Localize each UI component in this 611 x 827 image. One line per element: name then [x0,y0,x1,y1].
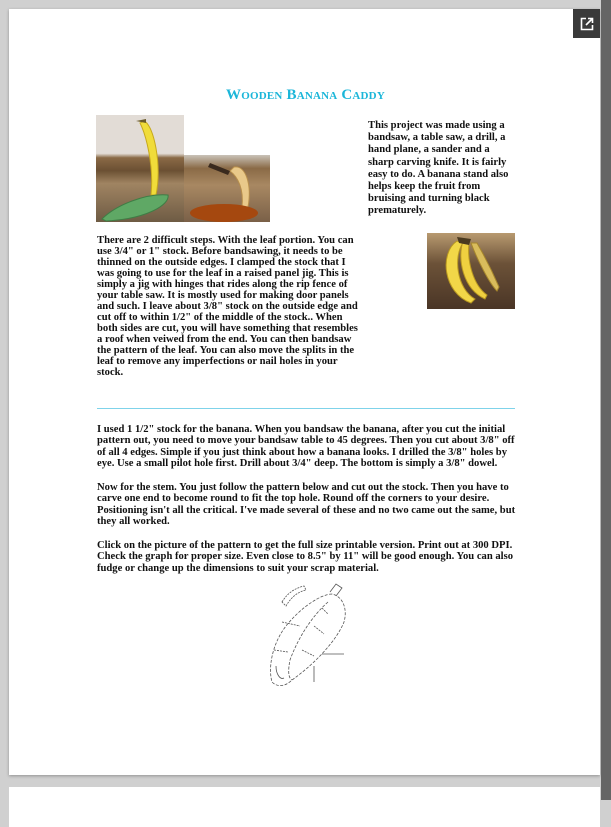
banana-caddy-photo-green [96,115,184,222]
pattern-paragraph: Click on the picture of the pattern to get the full size printable version. Print out at 300 DPI. Check the graph for proper size. Even close to 8.5" by 11" will be good enough. You can also fudge or change up the dimensions to suit your scrap material. [97,540,514,574]
horizontal-divider [97,408,515,409]
banana-pattern-image[interactable] [262,582,352,690]
stem-paragraph: Now for the stem. You just follow the pattern below and cut out the stock. Then you have to carve one end to become round to fit the top hole. Round off the corners to your desire. Positioning isn't all the critical. I've made several of these and no two came out the same, but they all worked. [97,482,516,527]
bananas-on-stand-photo [427,233,515,309]
page-title: Wooden Banana Caddy [226,87,385,103]
next-document-page [9,787,600,827]
leaf-paragraph: There are 2 difficult steps. With the leaf portion. You can use 3/4" or 1" stock. Before bandsawing, it needs to be thinned on the outside edges. I clamped the stock that I was going to use for the leaf in a raised panel jig. This is simply a jig with hinges that rides along the rip fence of your table saw. It is mostly used for making door panels and such. I leave about 3/8" stock on the outside edge and cut off to within 1/2" of the middle of the stock.. When both sides are cut, you will have something that resembles a roof when veiwed from the end. You can then bandsaw the pattern of the leaf. You can also move the splits in the leaf to remove any imperfections or nail holes in your stock. [97,235,358,378]
banana-caddy-photo-wood [184,155,270,222]
banana-paragraph: I used 1 1/2" stock for the banana. When you bandsaw the banana, after you cut the initial pattern out, you need to move your bandsaw table to 45 degrees. Then you cut about 3/8" off of all 4 edges. Simple if you just think about how a banana looks. I drilled the 3/8" holes by eye. Use a small pilot hole first. Drill about 3/4" deep. The bottom is simply a 3/8" dowel. [97,424,515,469]
external-link-icon [580,17,594,31]
intro-paragraph: This project was made using a bandsaw, a table saw, a drill, a hand plane, a sander and a sharp carving knife. It is fairly easy to do. A banana stand also helps keep the fruit from bruising and turning black prematurely. [368,120,509,217]
popout-button[interactable] [573,9,600,38]
scrollbar[interactable] [601,0,611,800]
